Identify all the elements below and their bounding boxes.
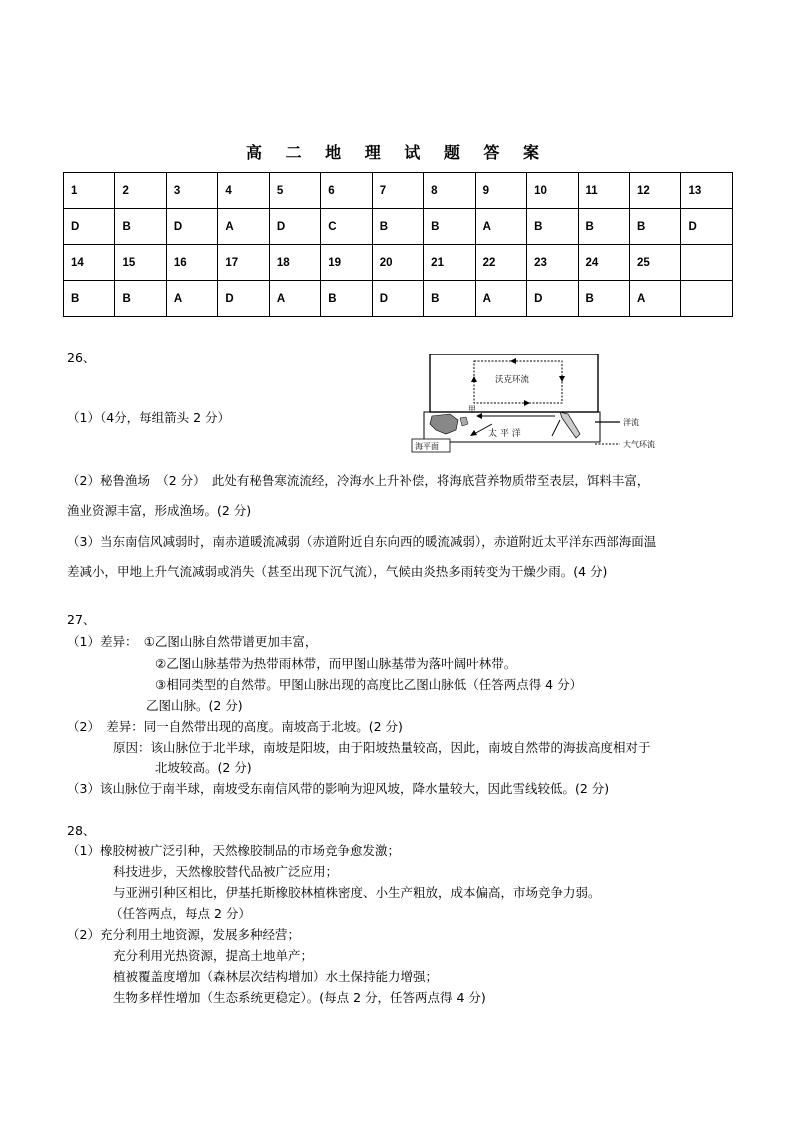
q27-line3: ③相同类型的自然带。甲图山脉出现的高度比乙图山脉低（任答两点得 4 分）: [155, 677, 583, 692]
answer-cell: B: [424, 209, 475, 245]
answer-cell: 2: [115, 173, 166, 209]
q27-line6: 原因：该山脉位于北半球，南坡是阳坡，由于阳坡热量较高，因此，南坡自然带的海拔高度相对于: [113, 740, 651, 755]
answer-cell: D: [681, 209, 733, 245]
answer-cell: B: [424, 281, 475, 317]
q28-line2: 科技进步，天然橡胶替代品被广泛应用；: [113, 864, 339, 879]
coast-patch: [560, 412, 580, 438]
q26-number: 26、: [67, 350, 96, 365]
walker-circulation-diagram: [410, 354, 680, 454]
answer-cell: D: [527, 281, 578, 317]
answer-cell: 23: [527, 245, 578, 281]
q26-part1: （1）（4分，每组箭头 2 分）: [67, 410, 231, 425]
q27-number: 27、: [67, 612, 96, 627]
answer-cell: 10: [527, 173, 578, 209]
q28-number: 28、: [67, 823, 96, 838]
q27-line1: （1）差异： ①乙图山脉自然带谱更加丰富，: [67, 634, 318, 649]
answer-cell: B: [372, 209, 423, 245]
answer-cell: 11: [578, 173, 629, 209]
answer-cell: 12: [629, 173, 680, 209]
q28-line1: （1）橡胶树被广泛引种，天然橡胶制品的市场竞争愈发激；: [67, 843, 400, 858]
answer-cell: D: [218, 281, 269, 317]
q27-line7: 北坡较高。(2 分): [155, 760, 252, 775]
q26-part2b: 渔业资源丰富，形成渔场。(2 分): [67, 503, 252, 518]
answer-cell: 20: [372, 245, 423, 281]
legend-current: 洋流: [623, 418, 639, 427]
legend-circulation: 大气环流: [623, 440, 655, 449]
q27-line2: ②乙图山脉基带为热带雨林带，而甲图山脉基带为落叶阔叶林带。: [155, 656, 517, 671]
walker-label: 沃克环流: [495, 375, 530, 385]
q28-line3: 与亚洲引种区相比，伊基托斯橡胶林植株密度、小生产粗放，成本偏高，市场竞争力弱。: [113, 885, 601, 900]
answer-cell: A: [629, 281, 680, 317]
arrow-left-top: [510, 358, 516, 364]
answer-cell: A: [475, 209, 526, 245]
q26-part3a: （3）当东南信风减弱时，南赤道暖流减弱（赤道附近自东向西的暖流减弱），赤道附近太平洋东西部海面温: [67, 534, 657, 549]
answer-cell: D: [166, 209, 217, 245]
pacific-label: 太 平 洋: [488, 429, 521, 439]
q28-line5: （2）充分利用土地资源，发展多种经营；: [67, 927, 300, 942]
answer-row: [64, 209, 733, 245]
answer-cell: 16: [166, 245, 217, 281]
answer-cell: B: [578, 209, 629, 245]
answer-cell: B: [629, 209, 680, 245]
answer-cell: 9: [475, 173, 526, 209]
answer-cell: B: [115, 209, 166, 245]
q28-line6: 充分利用光热资源，提高土地单产；: [113, 948, 314, 963]
answer-table: [63, 172, 733, 317]
answer-cell: [681, 245, 733, 281]
answer-cell: A: [475, 281, 526, 317]
q28-line8: 生物多样性增加（生态系统更稳定）。(每点 2 分，任答两点得 4 分): [113, 990, 486, 1005]
land-patch: [430, 414, 458, 434]
q26-part3b: 差减小，甲地上升气流减弱或消失（甚至出现下沉气流），气候由炎热多雨转变为干燥少雨。(4 分): [67, 564, 608, 579]
answer-cell: B: [578, 281, 629, 317]
answer-cell: 3: [166, 173, 217, 209]
answer-cell: D: [64, 209, 115, 245]
jia-label: 甲: [468, 405, 476, 414]
answer-cell: A: [269, 281, 320, 317]
answer-cell: [681, 281, 733, 317]
answer-cell: B: [64, 281, 115, 317]
q27-line8: （3）该山脉位于南半球，南坡受东南信风带的影响为迎风坡，降水量较大，因此雪线较低。(2 分): [67, 781, 610, 796]
page-title: 高 二 地 理 试 题 答 案: [246, 143, 548, 162]
answer-cell: B: [115, 281, 166, 317]
answer-cell: 24: [578, 245, 629, 281]
arrow-down: [559, 376, 565, 382]
answer-cell: 5: [269, 173, 320, 209]
answer-cell: 14: [64, 245, 115, 281]
answer-cell: C: [321, 209, 372, 245]
answer-row: [64, 281, 733, 317]
answer-cell: 21: [424, 245, 475, 281]
arrow-right-bottom: [524, 400, 530, 406]
q28-line4: （任答两点，每点 2 分）: [110, 906, 251, 921]
q27-line4: 乙图山脉。(2 分): [146, 698, 243, 713]
answer-cell: 19: [321, 245, 372, 281]
answer-cell: B: [527, 209, 578, 245]
answer-cell: 25: [629, 245, 680, 281]
answer-row: [64, 173, 733, 209]
answer-cell: 17: [218, 245, 269, 281]
answer-cell: D: [372, 281, 423, 317]
answer-cell: 15: [115, 245, 166, 281]
answer-cell: D: [269, 209, 320, 245]
q28-line7: 植被覆盖度增加（森林层次结构增加）水土保持能力增强；: [113, 969, 439, 984]
answer-cell: B: [321, 281, 372, 317]
answer-cell: 4: [218, 173, 269, 209]
answer-cell: 8: [424, 173, 475, 209]
answer-cell: 18: [269, 245, 320, 281]
answer-cell: 13: [681, 173, 733, 209]
arrow-up: [471, 376, 477, 382]
answer-row: [64, 245, 733, 281]
answer-cell: 7: [372, 173, 423, 209]
answer-cell: 1: [64, 173, 115, 209]
answer-cell: A: [218, 209, 269, 245]
q26-part2a: （2）秘鲁渔场 （2 分） 此处有秘鲁寒流流经，冷海水上升补偿，将海底营养物质带至表层，饵料丰富，: [67, 473, 650, 488]
answer-cell: A: [166, 281, 217, 317]
q27-line5: （2） 差异：同一自然带出现的高度。南坡高于北坡。(2 分): [67, 719, 403, 734]
sea-level-label: 海平面: [415, 442, 439, 451]
answer-cell: 6: [321, 173, 372, 209]
answer-cell: 22: [475, 245, 526, 281]
